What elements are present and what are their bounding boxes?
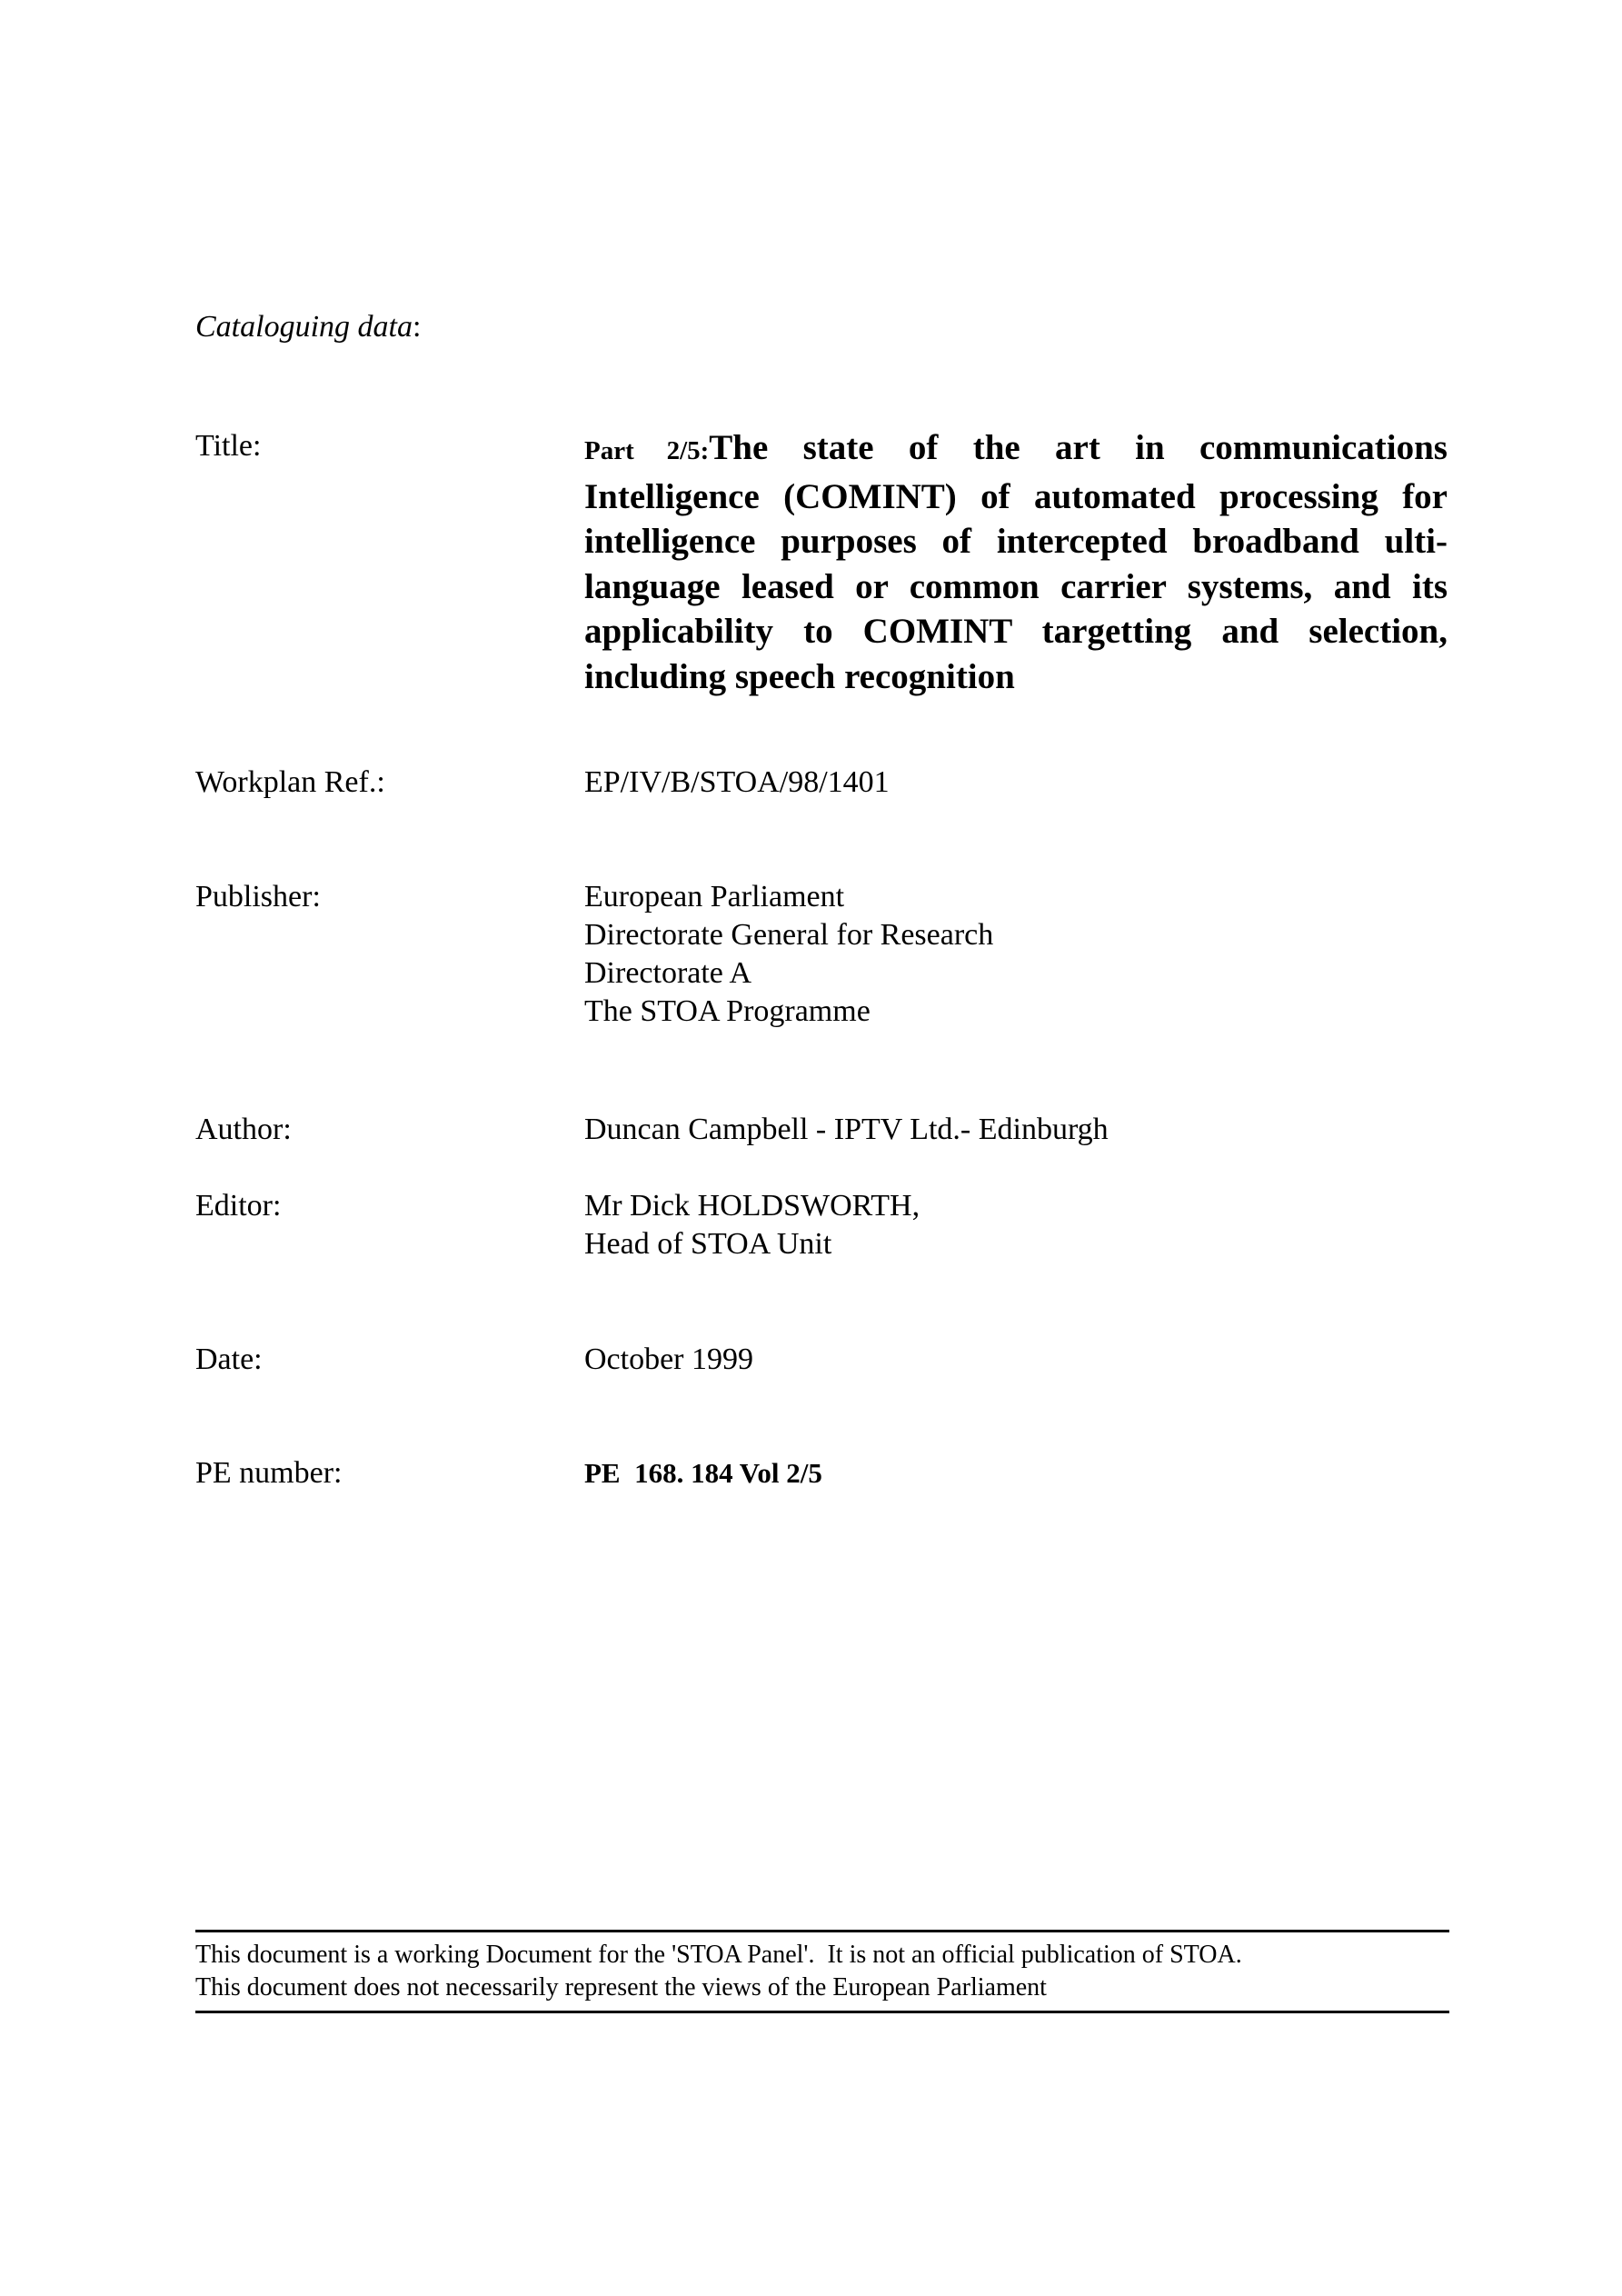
- footer-bottom-rule: [195, 2011, 1449, 2013]
- cataloguing-heading: [195, 309, 421, 345]
- publisher-value: [584, 878, 1448, 1031]
- publisher-line: Directorate General for Research: [584, 918, 994, 952]
- title-label: Title:: [195, 429, 262, 463]
- pe-number-label: PE number:: [195, 1456, 343, 1490]
- author-value: Duncan Campbell - IPTV Ltd.- Edinburgh: [584, 1113, 1109, 1146]
- workplan-value: EP/IV/B/STOA/98/1401: [584, 765, 890, 799]
- publisher-label: Publisher:: [195, 880, 321, 913]
- cataloguing-heading-text: Cataloguing data: [195, 310, 413, 344]
- editor-label: Editor:: [195, 1189, 282, 1223]
- title-part-prefix: Part 2/5:: [584, 436, 710, 465]
- editor-value: [584, 1187, 1448, 1263]
- date-value: October 1999: [584, 1343, 754, 1376]
- date-label: Date:: [195, 1343, 263, 1376]
- publisher-line: European Parliament: [584, 880, 845, 913]
- footer-disclaimer: [195, 1939, 1449, 2004]
- publisher-line: Directorate A: [584, 956, 752, 990]
- pe-number-value: PE 168. 184 Vol 2/5: [584, 1457, 822, 1489]
- cataloguing-heading-colon: :: [412, 310, 422, 344]
- title-text: The state of the art in communications Intelligence (COMINT) of automated processing for intelligence purposes of intercepted broadband ulti-language leased or common carrier systems, and its applicability to COMINT targetting and selection, including speech recognition: [584, 428, 1448, 696]
- footer-line: This document is a working Document for the 'STOA Panel'. It is not an official publication of STOA.: [195, 1941, 1242, 1969]
- author-label: Author:: [195, 1113, 292, 1146]
- publisher-line: The STOA Programme: [584, 994, 871, 1028]
- editor-line: Head of STOA Unit: [584, 1227, 832, 1261]
- title-value: [584, 425, 1448, 700]
- footer-top-rule: [195, 1930, 1449, 1932]
- footer-line: This document does not necessarily represent the views of the European Parliament: [195, 1973, 1047, 2002]
- workplan-label: Workplan Ref.:: [195, 765, 385, 799]
- editor-line: Mr Dick HOLDSWORTH,: [584, 1189, 920, 1223]
